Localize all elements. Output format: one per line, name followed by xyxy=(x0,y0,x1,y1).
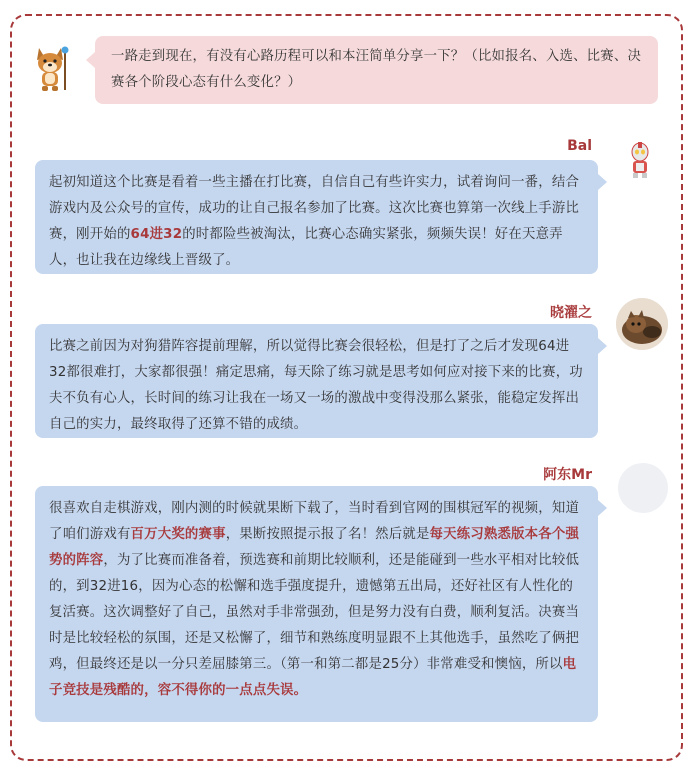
cat-photo-icon xyxy=(616,298,668,350)
answer-3-highlight: 百万大奖的赛事 xyxy=(130,527,226,542)
dog-mascot-icon xyxy=(30,42,74,94)
answer-3-bubble xyxy=(35,486,598,722)
answer-2-avatar xyxy=(616,298,668,350)
answer-3-text-part: ，为了比赛而准备着，预选赛和前期比较顺利，还是能碰到一些水平相对比较低的，到32进16，因为心态的松懈和选手强度提升，遗憾第五出局，还好社区有人性化的复活赛。这次调整好了自己，虽然对手非常强劲，但是努力没有白费，顺利复活。决赛当时是比较轻松的氛围，还是又松懈了，细节和熟练度明显跟不上其他选手，虽然吃了俩把鸡，但最终还是以一分只差屈膝第三。（第一和第二都是25分）非常难受和懊恼，所以 xyxy=(49,553,580,672)
answer-3-highlight: 每天练习熟悉版本各个强势的阵容 xyxy=(49,527,580,568)
hero-figure-icon xyxy=(623,140,657,180)
answer-3-text xyxy=(49,496,584,704)
answer-3-avatar xyxy=(618,463,668,513)
answer-1-bubble xyxy=(35,160,598,274)
answer-2-bubble xyxy=(35,324,598,438)
answer-3-highlight: 电子竞技是残酷的，容不得你的一点点失误。 xyxy=(49,657,577,698)
host-dog-avatar xyxy=(30,42,74,94)
answer-2-name: 晓濯之 xyxy=(550,305,592,321)
answer-1-name: Bal xyxy=(567,138,592,154)
answer-1-text-part: 起初知道这个比赛是看着一些主播在打比赛，自信自己有些许实力，试着询问一番，结合游戏内及公众号的宣传，成功的让自己报名参加了比赛。这次比赛也算第一次线上手游比赛，刚开始的 xyxy=(49,175,580,242)
answer-3-text-part: 很喜欢自走棋游戏，刚内测的时候就果断下载了，当时看到官网的围棋冠军的视频，知道了咱们游戏有 xyxy=(49,501,580,542)
answer-1-text-part: 的时都险些被淘汰，比赛心态确实紧张，频频失误！好在天意弄人，也让我在边缘线上晋级了。 xyxy=(49,227,563,268)
answer-3-text-part: ，果断按照提示报了名！然后就是 xyxy=(225,527,430,542)
question-bubble xyxy=(95,36,658,104)
answer-2-text: 比赛之前因为对狗猎阵容提前理解，所以觉得比赛会很轻松，但是打了之后才发现64进32都很难打，大家都很强！痛定思痛，每天除了练习就是思考如何应对接下来的比赛，功夫不负有心人，长时间的练习让我在一场又一场的激战中变得没那么紧张，能稳定发挥出自己的实力，最终取得了还算不错的成绩。 xyxy=(49,339,583,432)
answer-1-text xyxy=(49,170,584,274)
answer-1-avatar xyxy=(623,140,657,180)
answer-1-highlight: 64进32 xyxy=(130,227,183,242)
answer-3-name: 阿东Mr xyxy=(543,467,592,483)
question-text: 一路走到现在，有没有心路历程可以和本汪简单分享一下？（比如报名、入选、比赛、决赛各个阶段心态有什么变化？） xyxy=(111,49,642,90)
